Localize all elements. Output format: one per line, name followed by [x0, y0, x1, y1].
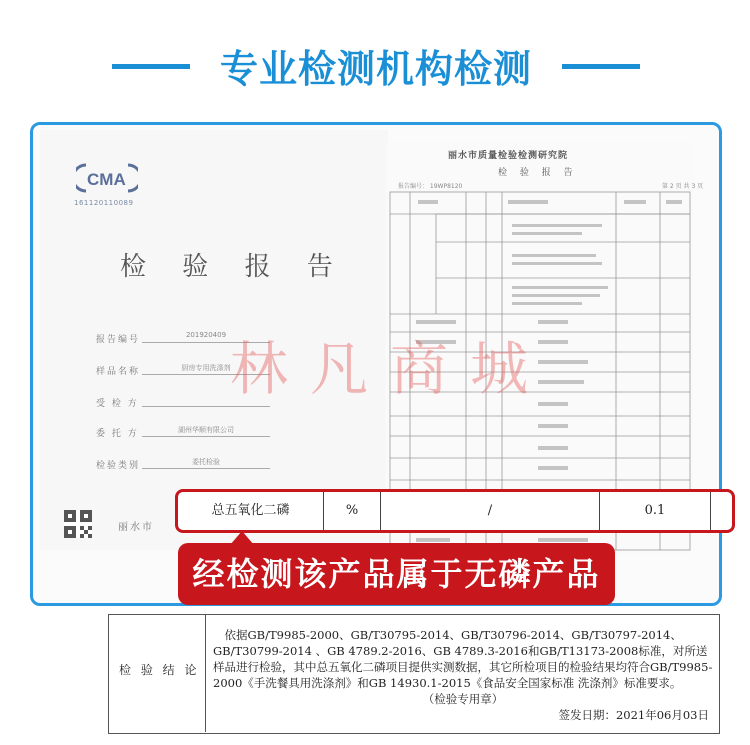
- highlight-unit: %: [345, 503, 359, 518]
- conclusion-label: 检 验 结 论: [119, 663, 200, 677]
- conclusion-body: [213, 627, 713, 723]
- conclusion-table: [108, 614, 720, 734]
- cover-field-value: 201920409: [185, 331, 227, 339]
- cover-field-label: 样品名称: [96, 367, 141, 377]
- cover-field-underline: [142, 436, 270, 437]
- report-page-number: 第 2 页 共 3 页: [662, 183, 704, 190]
- cma-logo-text: CMA: [87, 170, 126, 189]
- report-meta: 报告编号： 19WP8120: [398, 183, 463, 190]
- watermark: 林凡商城: [230, 335, 551, 403]
- conclusion-date: 签发日期：2021年06月03日: [558, 708, 709, 722]
- highlight-item: 总五氧化二磷: [211, 503, 290, 518]
- page-title: 专业检测机构检测: [219, 47, 532, 91]
- header-right-rule: [562, 64, 640, 69]
- report-title: 检 验 报 告: [498, 168, 578, 178]
- cover-title: 检 验 报 告: [120, 252, 347, 282]
- qr-code-icon: [64, 510, 92, 538]
- result-banner: 经检测该产品属于无磷产品: [178, 543, 615, 605]
- highlight-row: [175, 489, 735, 533]
- cover-field-value: 湖州华顺有限公司: [178, 426, 234, 434]
- cell-divider: [710, 492, 711, 530]
- cover-field-underline: [142, 406, 270, 407]
- header-left-rule: [112, 64, 190, 69]
- highlight-requirement: /: [487, 503, 493, 518]
- cover-field-label: 报告编号: [96, 335, 141, 345]
- cover-field-underline: [142, 468, 270, 469]
- conclusion-text: 依据GB/T9985-2000、GB/T30795-2014、GB/T30796-2014、GB/T30797-2014、GB/T30799-2014 、GB 4789.2-2016、GB 4789.3-2016和GB/T13173-2008标准，对所送样品进行检验，其中总五氧化二磷项目提供实测数据，其它所检项目的检验结果均符合GB/T9985-2000《手洗餐具用洗涤剂》和GB 14930.1-2015《食品安全国家标准 洗涤剂》标准要求。: [213, 628, 713, 690]
- cover-field-value: 委托检验: [192, 458, 220, 466]
- cover-field-value: 厨房专用洗涤剂: [181, 364, 231, 372]
- cover-field-label: 检验类别: [96, 461, 141, 471]
- cover-field-label: 受 检 方: [96, 399, 139, 409]
- highlight-result: 0.1: [644, 503, 666, 518]
- conclusion-stamp: （检验专用章）: [422, 692, 504, 706]
- conclusion-divider: [205, 615, 206, 732]
- cover-footer: 丽水市: [118, 522, 154, 533]
- report-institution: 丽水市质量检验检测研究院: [448, 151, 569, 161]
- cover-field-label: 委 托 方: [96, 429, 139, 439]
- cma-number: 161120110089: [74, 199, 134, 207]
- cma-logo-icon: [76, 163, 138, 193]
